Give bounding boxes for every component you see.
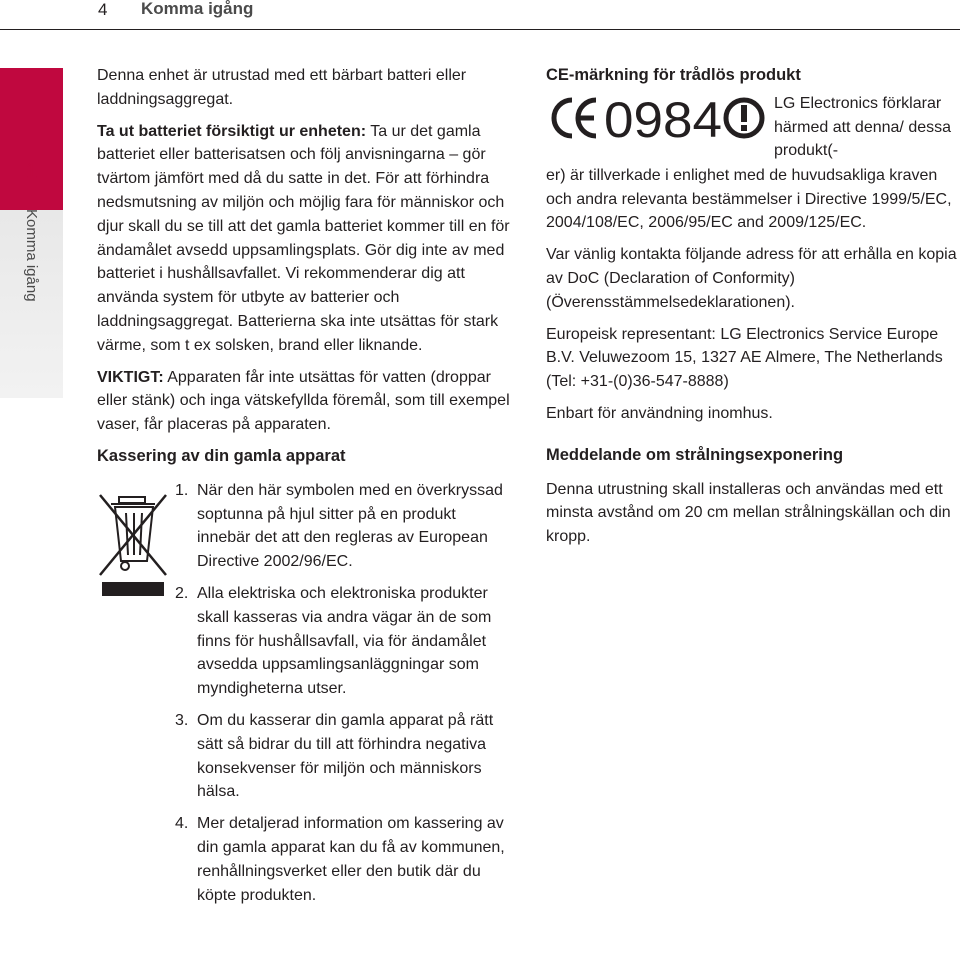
list-item — [175, 582, 512, 701]
list-item-number: 4. — [175, 815, 189, 833]
battery-bold: Ta ut batteriet försiktigt ur enheten: — [97, 122, 367, 140]
ce-mark-row — [546, 92, 960, 164]
important-bold: VIKTIGT: — [97, 368, 164, 386]
header-title: Komma igång — [141, 0, 254, 18]
radiation-heading: Meddelande om strålningsexponering — [546, 445, 844, 464]
left-column — [97, 64, 512, 915]
ce-declaration-top: LG Electronics förklarar härmed att denna/ dessa produkt(- — [774, 94, 952, 160]
list-item — [175, 812, 512, 907]
crossed-bin-icon — [97, 491, 169, 601]
radiation-paragraph: Denna utrustning skall installeras och användas med ett minsta avstånd om 20 cm mellan strålningskällan och din kropp. — [546, 480, 951, 546]
list-item-number: 3. — [175, 711, 189, 729]
right-column — [546, 64, 960, 557]
chapter-label: Komma igång — [23, 209, 40, 302]
disposal-section — [97, 479, 512, 908]
ce-number: 0984 — [604, 93, 722, 142]
important-text: Apparaten får inte utsättas för vatten (droppar eller stänk) och inga vätskefyllda föremål, som till exempel vaser, får placeras på apparaten. — [97, 368, 510, 434]
list-item-text: Alla elektriska och elektroniska produkter skall kasseras via andra vägar än de som finns för hushållsavfall, via för ändamålet avsedda uppsamlingsanläggningar som myndigheterna utser. — [197, 584, 492, 698]
list-item-text: När den här symbolen med en överkryssad soptunna på hjul sitter på en produkt innebär det att den regleras av European Directive 2002/96/EC. — [197, 481, 503, 571]
ce-declaration-rest: er) är tillverkade i enlighet med de huvudsakliga kraven och andra relevanta bestämmelser i Directive 1999/5/EC, 2004/108/EC, 2006/95/EC and 2009/125/EC. — [546, 166, 952, 232]
contact-paragraph: Var vänlig kontakta följande adress för att erhålla en kopia av DoC (Declaration of Conformity) (Överensstämmelsedeklarationen). — [546, 246, 957, 311]
list-item — [175, 709, 512, 804]
list-item-number: 1. — [175, 481, 189, 499]
disposal-heading: Kassering av din gamla apparat — [97, 446, 346, 465]
header-rule — [0, 29, 960, 30]
indoor-paragraph: Enbart för användning inomhus. — [546, 404, 773, 422]
list-item-number: 2. — [175, 584, 189, 602]
important-paragraph — [97, 366, 512, 437]
list-item — [175, 479, 512, 574]
list-item-text: Om du kasserar din gamla apparat på rätt sätt så bidrar du till att förhindra negativa konsekvenser för miljön och människors hälsa. — [197, 711, 494, 801]
battery-paragraph — [97, 120, 512, 358]
representative-paragraph: Europeisk representant: LG Electronics Service Europe B.V. Veluwezoom 15, 1327 AE Almere, The Netherlands (Tel: +31-(0)36-547-8888) — [546, 325, 943, 391]
chapter-number: 1 — [25, 158, 38, 183]
ce-heading: CE-märkning för trådlös produkt — [546, 66, 801, 84]
page-header — [0, 0, 960, 30]
battery-text: Ta ur det gamla batteriet eller batterisatsen och följ anvisningarna – gör tvärtom jämfört med då du satte in det. För att förhindra nedsmutsning av miljön och möjlig fara för människor och djur skall du se till att det gamla batteriet kommer till en för ändamålet avsedd uppsamlingsplats. Gör dig inte av med batteriet i hushållsavfallet. Vi rekommenderar dig att använda system för utbyte av batterier och laddningsaggregat. Batterierna ska inte utsättas för stark värme, som t ex solsken, brand eller liknande. — [97, 122, 510, 354]
page-number: 4 — [98, 0, 108, 19]
ce-mark-icon — [546, 94, 768, 142]
list-item-text: Mer detaljerad information om kassering av din gamla apparat kan du få av kommunen, renhållningsverket eller den butik där du köpte produkten. — [197, 815, 505, 904]
intro-paragraph: Denna enhet är utrustad med ett bärbart batteri eller laddningsaggregat. — [97, 67, 467, 108]
